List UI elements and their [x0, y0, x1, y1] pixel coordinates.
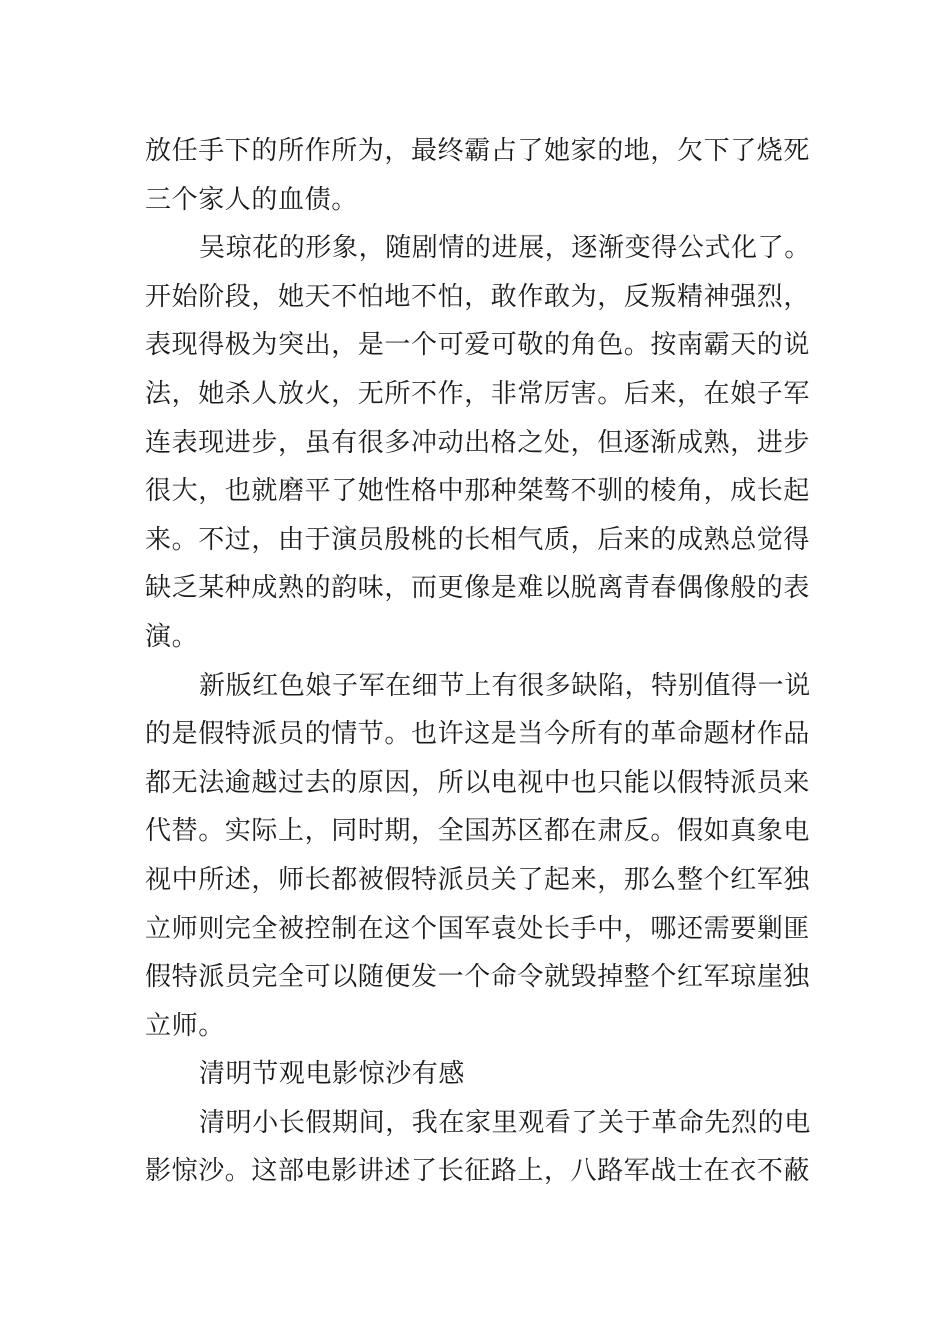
- text-line: 假特派员完全可以随便发一个命令就毁掉整个红军琼崖独: [145, 962, 811, 993]
- text-line: 立师则完全被控制在这个国军袁处长手中，哪还需要剿匪: [145, 913, 811, 944]
- text-line: 连表现进步，虽有很多冲动出格之处，但逐渐成熟，进步: [145, 427, 811, 458]
- paragraph-wu-qionghua: [145, 224, 810, 661]
- paragraph-qingming: [145, 1099, 810, 1196]
- heading-line: 清明节观电影惊沙有感: [199, 1059, 466, 1090]
- text-line: 立师。: [145, 1010, 225, 1041]
- text-line: 的是假特派员的情节。也许这是当今所有的革命题材作品: [145, 719, 811, 750]
- text-line: 来。不过，由于演员殷桃的长相气质，后来的成熟总觉得: [145, 524, 811, 555]
- text-line: 表现得极为突出，是一个可爱可敬的角色。按南霸天的说: [145, 330, 811, 361]
- document-body: [145, 127, 810, 1196]
- text-line: 三个家人的血债。: [145, 184, 358, 215]
- text-line: 开始阶段，她天不怕地不怕，敢作敢为，反叛精神强烈，: [145, 281, 811, 312]
- text-line: 缺乏某种成熟的韵味，而更像是难以脱离青春偶像般的表: [145, 573, 811, 604]
- text-line: 新版红色娘子军在细节上有很多缺陷，特别值得一说: [199, 670, 811, 701]
- paragraph-new-version: [145, 662, 810, 1051]
- text-line: 法，她杀人放火，无所不作，非常厉害。后来，在娘子军: [145, 378, 811, 409]
- text-line: 视中所述，师长都被假特派员关了起来，那么整个红军独: [145, 864, 811, 895]
- text-line: 演。: [145, 621, 199, 652]
- text-line: 放任手下的所作所为，最终霸占了她家的地，欠下了烧死: [145, 136, 811, 166]
- text-line: 很大，也就磨平了她性格中那种桀骜不驯的棱角，成长起: [145, 476, 811, 507]
- text-line: 影惊沙。这部电影讲述了长征路上，八路军战士在衣不蔽: [145, 1156, 811, 1187]
- text-line: 吴琼花的形象，随剧情的进展，逐渐变得公式化了。: [199, 233, 811, 264]
- text-line: 代替。实际上，同时期，全国苏区都在肃反。假如真象电: [145, 816, 811, 847]
- paragraph-continuation: [145, 127, 810, 224]
- text-line: 都无法逾越过去的原因，所以电视中也只能以假特派员来: [145, 767, 811, 798]
- text-line: 清明小长假期间，我在家里观看了关于革命先烈的电: [199, 1107, 811, 1138]
- section-heading: [145, 1050, 810, 1099]
